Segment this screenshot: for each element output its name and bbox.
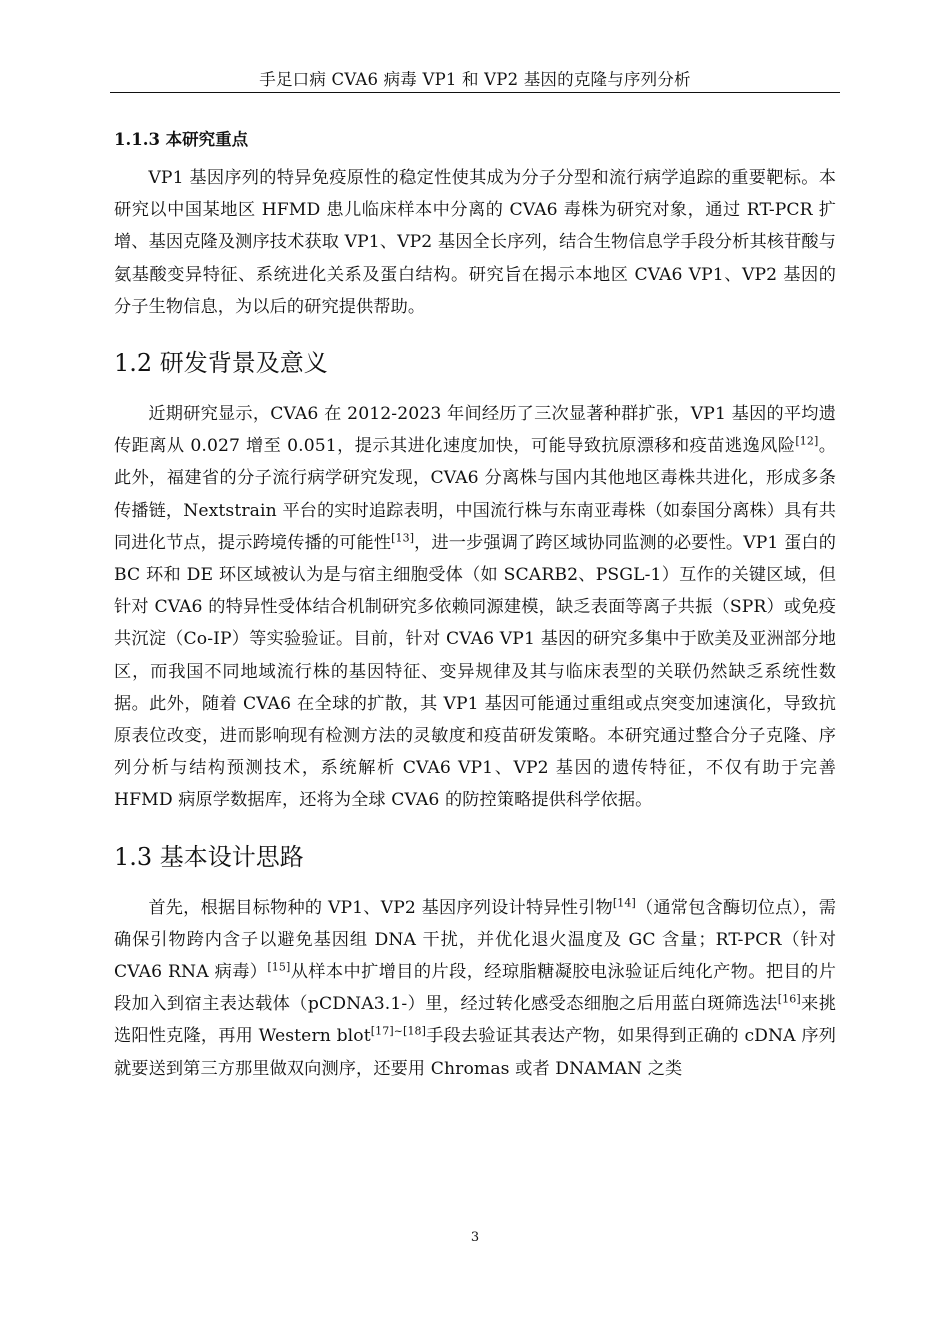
- citation: [12]: [795, 434, 819, 448]
- text-run: 从样本中扩增目的片段，经琼脂糖凝胶电泳验证后纯化产物。把目的片段加入到宿主表达载体（pCDNA3.1-）里，经过转化感受态细胞之后用蓝白斑筛选法: [114, 962, 836, 1015]
- text-run: 。此外，福建省的分子流行病学研究发现，CVA6 分离株与国内其他地区毒株共进化，形成多条传播链，Nextstrain 平台的实时追踪表明，中国流行株与东南亚毒株（如泰国分离株）具有共同进化节点，提示跨境传播的可能性: [114, 436, 836, 553]
- section-heading-1-1-3: 1.1.3 本研究重点: [114, 130, 249, 149]
- section-heading-1-2: 1.2 研发背景及意义: [114, 349, 328, 378]
- text-run: 首先，根据目标物种的 VP1、VP2 基因序列设计特异性引物: [148, 897, 613, 918]
- text-run: ，进一步强调了跨区域协同监测的必要性。VP1 蛋白的 BC 环和 DE 环区域被认为是与宿主细胞受体（如 SCARB2、PSGL-1）互作的关键区域，但针对 CVA6 的特异性受体结合机制研究多依赖同源建模，缺乏表面等离子共振（SPR）或免疫共沉淀（Co-IP）等实验验证。目前，针对 CVA6 VP1 基因的研究多集中于欧美及亚洲部分地区，而我国不同地域流行株的基因特征、变异规律及其与临床表型的关联仍然缺乏系统性数据。此外，随着 CVA6 在全球的扩散，其 VP1 基因可能通过重组或点突变加速演化，导致抗原表位改变，进而影响现有检测方法的灵敏度和疫苗研发策略。本研究通过整合分子克隆、序列分析与结构预测技术，系统解析 CVA6 VP1、VP2 基因的遗传特征，不仅有助于完善 HFMD 病原学数据库，还将为全球 CVA6 的防控策略提供科学依据。: [114, 532, 836, 811]
- citation: [14]: [612, 895, 636, 909]
- text-run: 手段去验证其表达产物，如果得到正确的 cDNA 序列就要送到第三方那里做双向测序，还要用 Chromas 或者 DNAMAN 之类: [114, 1026, 837, 1079]
- header-rule: [110, 92, 840, 93]
- citation: [16]: [777, 992, 801, 1006]
- citation: [13]: [391, 531, 415, 545]
- section-heading-1-3: 1.3 基本设计思路: [114, 842, 304, 871]
- text-run: （通常包含酶切位点），需确保引物跨内含子以避免基因组 DNA 干扰，并优化退火温度及 GC 含量；RT-PCR（针对 CVA6 RNA 病毒）: [114, 897, 836, 983]
- text-run: 近期研究显示，CVA6 在 2012-2023 年间经历了三次显著种群扩张，VP1 基因的平均遗传距离从 0.027 增至 0.051，提示其进化速度加快，可能导致抗原漂移和疫苗逃逸风险: [114, 404, 836, 457]
- running-header: 手足口病 CVA6 病毒 VP1 和 VP2 基因的克隆与序列分析: [259, 70, 691, 89]
- citation: [17]~[18]: [370, 1024, 427, 1038]
- paragraph-design: [114, 892, 836, 1085]
- page-body: [114, 112, 836, 1085]
- paragraph-research-focus: VP1 基因序列的特异免疫原性的稳定性使其成为分子分型和流行病学追踪的重要靶标。本研究以中国某地区 HFMD 患儿临床样本中分离的 CVA6 毒株为研究对象，通过 RT-PCR 扩增、基因克隆及测序技术获取 VP1、VP2 基因全长序列，结合生物信息学手段分析其核苷酸与氨基酸变异特征、系统进化关系及蛋白结构。研究旨在揭示本地区 CVA6 VP1、VP2 基因的分子生物信息，为以后的研究提供帮助。: [114, 168, 836, 317]
- page-number: 3: [470, 1230, 480, 1245]
- citation: [15]: [267, 960, 291, 974]
- text-run: 来挑选阳性克隆，再用 Western blot: [114, 994, 836, 1047]
- paragraph-background: [114, 398, 836, 817]
